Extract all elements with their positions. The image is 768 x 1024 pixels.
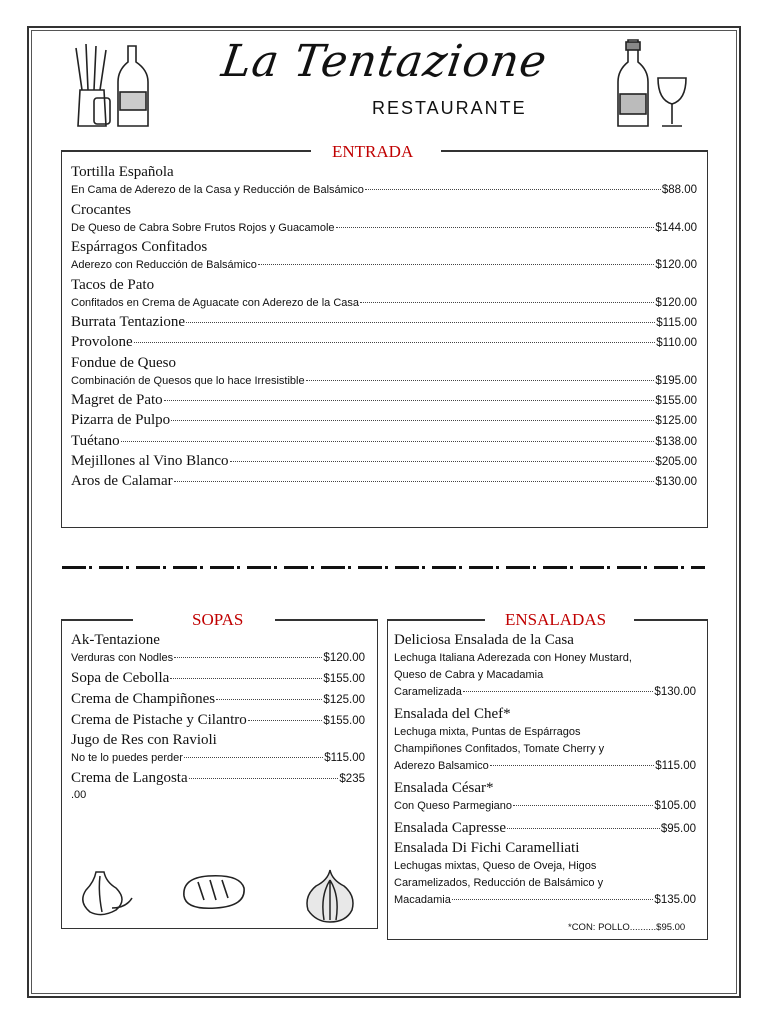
ensaladas-item-0-name: Deliciosa Ensalada de la Casa bbox=[394, 632, 574, 648]
entrada-item-3-row bbox=[71, 297, 697, 309]
sopas-item-4-row-label: No te lo puedes perder bbox=[71, 752, 183, 765]
sopas-item-1-row-label: Sopa de Cebolla bbox=[71, 670, 170, 686]
ensaladas-item-1-desc-0: Lechuga mixta, Puntas de Espárragos bbox=[394, 726, 581, 738]
entrada-item-5-row-label: Provolone bbox=[71, 334, 133, 351]
divider-dash-8 bbox=[358, 566, 382, 569]
ensaladas-item-2-name: Ensalada César* bbox=[394, 780, 494, 796]
restaurant-subtitle: RESTAURANTE bbox=[372, 98, 527, 118]
divider-dash-13 bbox=[543, 566, 567, 569]
divider-dash-4 bbox=[210, 566, 234, 569]
entrada-item-10-row-price: $205.00 bbox=[655, 456, 697, 468]
entrada-item-10-row-label: Mejillones al Vino Blanco bbox=[71, 453, 229, 469]
entrada-item-11-row-price: $130.00 bbox=[655, 476, 697, 489]
entrada-item-8-row-price: $125.00 bbox=[655, 415, 697, 428]
entrada-item-2-name: Espárragos Confitados bbox=[71, 239, 208, 255]
sopas-top-line-left bbox=[61, 619, 133, 621]
ensaladas-item-1-desc-1: Champiñones Confitados, Tomate Cherry y bbox=[394, 743, 605, 755]
entrada-item-7-row bbox=[71, 392, 697, 409]
entrada-item-1-row-leader bbox=[336, 227, 655, 228]
entrada-item-2-row-price: $120.00 bbox=[655, 259, 697, 271]
entrada-item-1-name: Crocantes bbox=[71, 201, 131, 218]
ensaladas-top-line-left bbox=[387, 619, 485, 621]
entrada-item-10-row-leader bbox=[230, 461, 655, 462]
sopas-item-2-row-label: Crema de Champiñones bbox=[71, 690, 216, 707]
sopas-item-1-row bbox=[71, 670, 365, 687]
entrada-item-4-row-label: Burrata Tentazione bbox=[71, 314, 186, 330]
sopas-item-3-row-label: Crema de Pistache y Cilantro bbox=[71, 711, 247, 728]
ensaladas-item-3-row-leader bbox=[507, 828, 660, 829]
ensaladas-item-4-row bbox=[394, 894, 696, 906]
onion-icon bbox=[300, 866, 360, 924]
entrada-item-9-row-leader bbox=[121, 441, 655, 442]
sopas-item-3-row-leader bbox=[248, 720, 323, 721]
entrada-item-9-row-label: Tuétano bbox=[71, 432, 120, 449]
divider-dash-9 bbox=[395, 566, 419, 569]
divider-dot-2 bbox=[163, 566, 166, 569]
sopas-item-0-row-label: Verduras con Nodles bbox=[71, 652, 174, 664]
divider-dot-7 bbox=[348, 566, 351, 569]
sopas-item-0-row bbox=[71, 652, 365, 664]
sopas-item-5-row-leader bbox=[189, 778, 339, 779]
sopas-item-4-row bbox=[71, 752, 365, 764]
divider-dash-6 bbox=[284, 566, 308, 569]
divider-dot-9 bbox=[422, 566, 425, 569]
divider-dot-8 bbox=[385, 566, 388, 569]
entrada-item-8-row-label: Pizarra de Pulpo bbox=[71, 412, 171, 429]
ensaladas-item-1-row-leader bbox=[490, 765, 655, 766]
sopas-item-5-row bbox=[71, 770, 365, 787]
divider-dash-16 bbox=[654, 566, 678, 569]
entrada-item-0-row-price: $88.00 bbox=[661, 184, 697, 196]
entrada-item-1-row-price: $144.00 bbox=[655, 221, 697, 234]
entrada-item-0-name: Tortilla Española bbox=[71, 164, 174, 180]
divider-dot-4 bbox=[237, 566, 240, 569]
sopas-item-4-row-leader bbox=[184, 757, 323, 758]
divider-dot-12 bbox=[533, 566, 536, 569]
divider-dot-16 bbox=[681, 566, 684, 569]
entrada-item-3-row-leader bbox=[360, 302, 654, 303]
entrada-item-9-row bbox=[71, 433, 697, 450]
ensaladas-item-4-row-leader bbox=[452, 899, 654, 900]
entrada-item-8-row bbox=[71, 412, 697, 429]
restaurant-logo-title: La Tentazione bbox=[218, 36, 551, 87]
sopas-item-0-row-price: $120.00 bbox=[323, 652, 365, 664]
entrada-item-2-row-label: Aderezo con Reducción de Balsámico bbox=[71, 259, 257, 271]
divider-dash-3 bbox=[173, 566, 197, 569]
sopas-item-3-row bbox=[71, 712, 365, 729]
entrada-item-6-row-leader bbox=[306, 380, 655, 381]
divider-dash-5 bbox=[247, 566, 271, 569]
divider-dash-7 bbox=[321, 566, 345, 569]
entrada-item-4-row-price: $115.00 bbox=[656, 317, 697, 329]
sopas-item-1-row-leader bbox=[170, 678, 322, 679]
divider-dot-14 bbox=[607, 566, 610, 569]
sopas-item-5-row-price: $235 bbox=[339, 773, 365, 786]
ensaladas-pollo-note: *CON: POLLO..........$95.00 bbox=[568, 922, 686, 933]
entrada-item-9-row-price: $138.00 bbox=[655, 435, 697, 448]
divider-dot-15 bbox=[644, 566, 647, 569]
ensaladas-top-line-right bbox=[634, 619, 708, 621]
divider-dash-17 bbox=[691, 566, 705, 569]
ensaladas-item-1-row-price: $115.00 bbox=[655, 760, 696, 772]
ensaladas-item-2-row-price: $105.00 bbox=[654, 800, 696, 812]
entrada-item-11-row bbox=[71, 473, 697, 490]
ensaladas-item-2-row bbox=[394, 800, 696, 812]
ensaladas-item-1-name: Ensalada del Chef* bbox=[394, 706, 511, 722]
section-divider bbox=[62, 565, 705, 571]
divider-dash-1 bbox=[99, 566, 123, 569]
ensaladas-item-2-row-leader bbox=[513, 805, 653, 806]
ensaladas-item-3-row-price: $95.00 bbox=[660, 823, 696, 835]
entrada-item-5-row-price: $110.00 bbox=[656, 337, 697, 350]
sopas-item-1-row-price: $155.00 bbox=[323, 673, 365, 685]
entrada-item-3-name: Tacos de Pato bbox=[71, 276, 155, 293]
entrada-item-2-row bbox=[71, 259, 697, 271]
sopas-item-0-row-leader bbox=[174, 657, 322, 658]
divider-dash-15 bbox=[617, 566, 641, 569]
sopas-item-4-name: Jugo de Res con Ravioli bbox=[71, 732, 217, 749]
ensaladas-item-3-row bbox=[394, 820, 696, 837]
ensaladas-item-4-desc-0: Lechugas mixtas, Queso de Oveja, Higos bbox=[394, 860, 597, 872]
entrada-item-4-row bbox=[71, 314, 697, 331]
sopas-item-2-row-leader bbox=[216, 699, 322, 700]
sopas-title: SOPAS bbox=[172, 610, 263, 630]
ensaladas-item-4-desc-1: Caramelizados, Reducción de Balsámico y bbox=[394, 877, 604, 889]
entrada-item-5-row bbox=[71, 334, 697, 351]
ensaladas-item-4-row-price: $135.00 bbox=[654, 894, 696, 906]
divider-dash-2 bbox=[136, 566, 160, 569]
divider-dash-14 bbox=[580, 566, 604, 569]
ensaladas-item-2-row-label: Con Queso Parmegiano bbox=[394, 800, 513, 812]
divider-dash-10 bbox=[432, 566, 456, 569]
entrada-item-3-row-label: Confitados en Crema de Aguacate con Aderezo de la Casa bbox=[71, 296, 360, 309]
ensaladas-item-1-row-label: Aderezo Balsamico bbox=[394, 760, 489, 772]
ensaladas-item-0-row bbox=[394, 686, 696, 698]
sopas-item-0-name: Ak-Tentazione bbox=[71, 632, 160, 648]
ensaladas-item-0-row-label: Caramelizada bbox=[394, 686, 462, 698]
sopas-item-3-row-price: $155.00 bbox=[323, 714, 365, 727]
ensaladas-item-4-row-label: Macadamia bbox=[394, 894, 451, 906]
entrada-item-11-row-leader bbox=[174, 481, 655, 482]
entrada-item-0-row bbox=[71, 184, 697, 196]
entrada-item-3-row-price: $120.00 bbox=[655, 296, 697, 309]
entrada-item-0-row-label: En Cama de Aderezo de la Casa y Reducción de Balsámico bbox=[71, 184, 364, 196]
entrada-item-1-row-label: De Queso de Cabra Sobre Frutos Rojos y Guacamole bbox=[71, 221, 335, 234]
ensaladas-item-3-row-label: Ensalada Capresse bbox=[394, 820, 507, 836]
entrada-title: ENTRADA bbox=[312, 142, 433, 162]
divider-dash-12 bbox=[506, 566, 530, 569]
entrada-item-11-row-label: Aros de Calamar bbox=[71, 473, 173, 490]
entrada-top-line-right bbox=[441, 150, 708, 152]
entrada-item-6-row bbox=[71, 375, 697, 387]
garlic-icon bbox=[76, 868, 136, 918]
entrada-item-8-row-leader bbox=[171, 420, 654, 421]
ensaladas-item-0-row-price: $130.00 bbox=[654, 686, 696, 698]
ensaladas-item-0-row-leader bbox=[463, 691, 654, 692]
ensaladas-item-0-desc-0: Lechuga Italiana Aderezada con Honey Mustard, bbox=[394, 652, 632, 664]
divider-dot-3 bbox=[200, 566, 203, 569]
sopas-item-4-row-price: $115.00 bbox=[324, 752, 365, 765]
ensaladas-title: ENSALADAS bbox=[485, 610, 626, 630]
divider-dot-13 bbox=[570, 566, 573, 569]
divider-dot-1 bbox=[126, 566, 129, 569]
entrada-item-6-row-label: Combinación de Quesos que lo hace Irresistible bbox=[71, 374, 305, 387]
entrada-item-0-row-leader bbox=[365, 189, 661, 190]
divider-dot-11 bbox=[496, 566, 499, 569]
bread-icon bbox=[178, 870, 248, 912]
entrada-item-1-row bbox=[71, 222, 697, 234]
entrada-item-7-row-label: Magret de Pato bbox=[71, 392, 163, 409]
divider-dot-5 bbox=[274, 566, 277, 569]
divider-dash-11 bbox=[469, 566, 493, 569]
divider-dot-10 bbox=[459, 566, 462, 569]
entrada-top-line-left bbox=[61, 150, 311, 152]
sopas-item-5-price-wrap: .00 bbox=[71, 789, 87, 802]
divider-dot-0 bbox=[89, 566, 92, 569]
sopas-top-line-right bbox=[275, 619, 378, 621]
entrada-item-4-row-leader bbox=[186, 322, 655, 323]
entrada-item-2-row-leader bbox=[258, 264, 655, 265]
ensaladas-item-0-desc-1: Queso de Cabra y Macadamia bbox=[394, 669, 544, 681]
entrada-item-6-name: Fondue de Queso bbox=[71, 354, 176, 371]
entrada-item-10-row bbox=[71, 453, 697, 470]
wine-bottle-glass-icon bbox=[612, 38, 692, 130]
sopas-item-2-row bbox=[71, 691, 365, 708]
sopas-item-2-row-price: $125.00 bbox=[323, 693, 365, 706]
entrada-item-7-row-leader bbox=[164, 400, 655, 401]
breadsticks-bottle-icon bbox=[70, 40, 160, 130]
ensaladas-item-4-name: Ensalada Di Fichi Caramelliati bbox=[394, 840, 580, 856]
entrada-item-7-row-price: $155.00 bbox=[655, 395, 697, 408]
ensaladas-item-1-row bbox=[394, 760, 696, 772]
entrada-item-5-row-leader bbox=[134, 342, 656, 343]
divider-dot-6 bbox=[311, 566, 314, 569]
divider-dash-0 bbox=[62, 566, 86, 569]
sopas-item-5-row-label: Crema de Langosta bbox=[71, 770, 188, 787]
entrada-item-6-row-price: $195.00 bbox=[655, 374, 697, 387]
